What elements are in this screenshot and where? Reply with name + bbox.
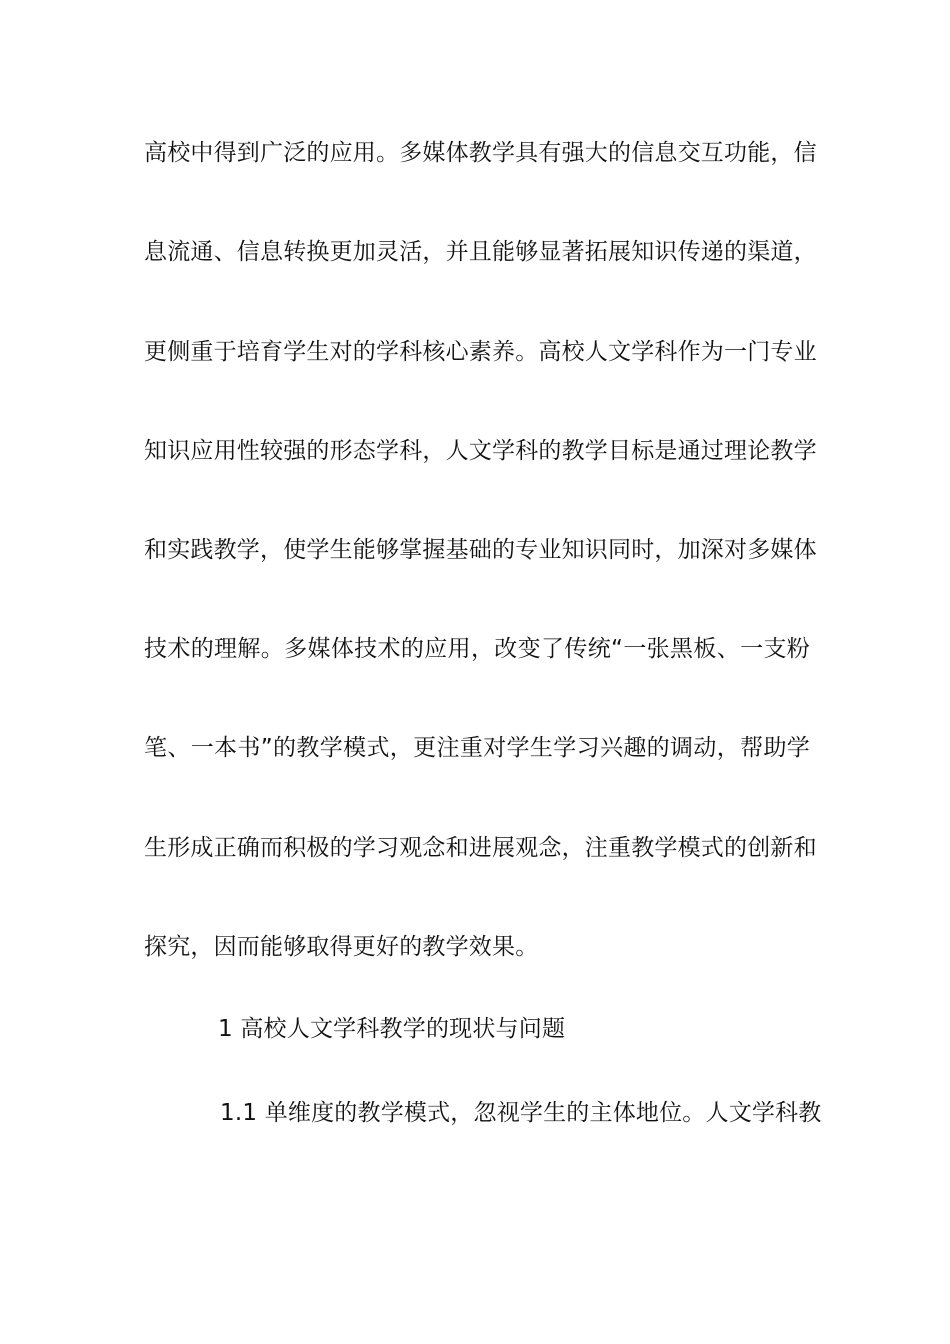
- paragraph-line: 更侧重于培育学生对的学科核心素养。高校人文学科作为一门专业: [144, 339, 817, 365]
- subsection-heading: 1.1 单维度的教学模式，忽视学生的主体地位。人文学科教: [220, 1100, 822, 1126]
- paragraph-line: 笔、一本书”的教学模式，更注重对学生学习兴趣的调动，帮助学: [144, 735, 810, 761]
- paragraph-line: 高校中得到广泛的应用。多媒体教学具有强大的信息交互功能，信: [144, 140, 817, 166]
- paragraph-line: 技术的理解。多媒体技术的应用，改变了传统“一张黑板、一支粉: [144, 636, 810, 662]
- paragraph-line: 和实践教学，使学生能够掌握基础的专业知识同时，加深对多媒体: [144, 537, 817, 563]
- paragraph-line: 知识应用性较强的形态学科，人文学科的教学目标是通过理论教学: [144, 438, 817, 464]
- section-heading: 1 高校人文学科教学的现状与问题: [218, 1016, 566, 1042]
- paragraph-line: 生形成正确而积极的学习观念和进展观念，注重教学模式的创新和: [144, 835, 817, 861]
- paragraph-line: 息流通、信息转换更加灵活，并且能够显著拓展知识传递的渠道，: [144, 239, 817, 265]
- paragraph-line: 探究，因而能够取得更好的教学效果。: [144, 934, 539, 960]
